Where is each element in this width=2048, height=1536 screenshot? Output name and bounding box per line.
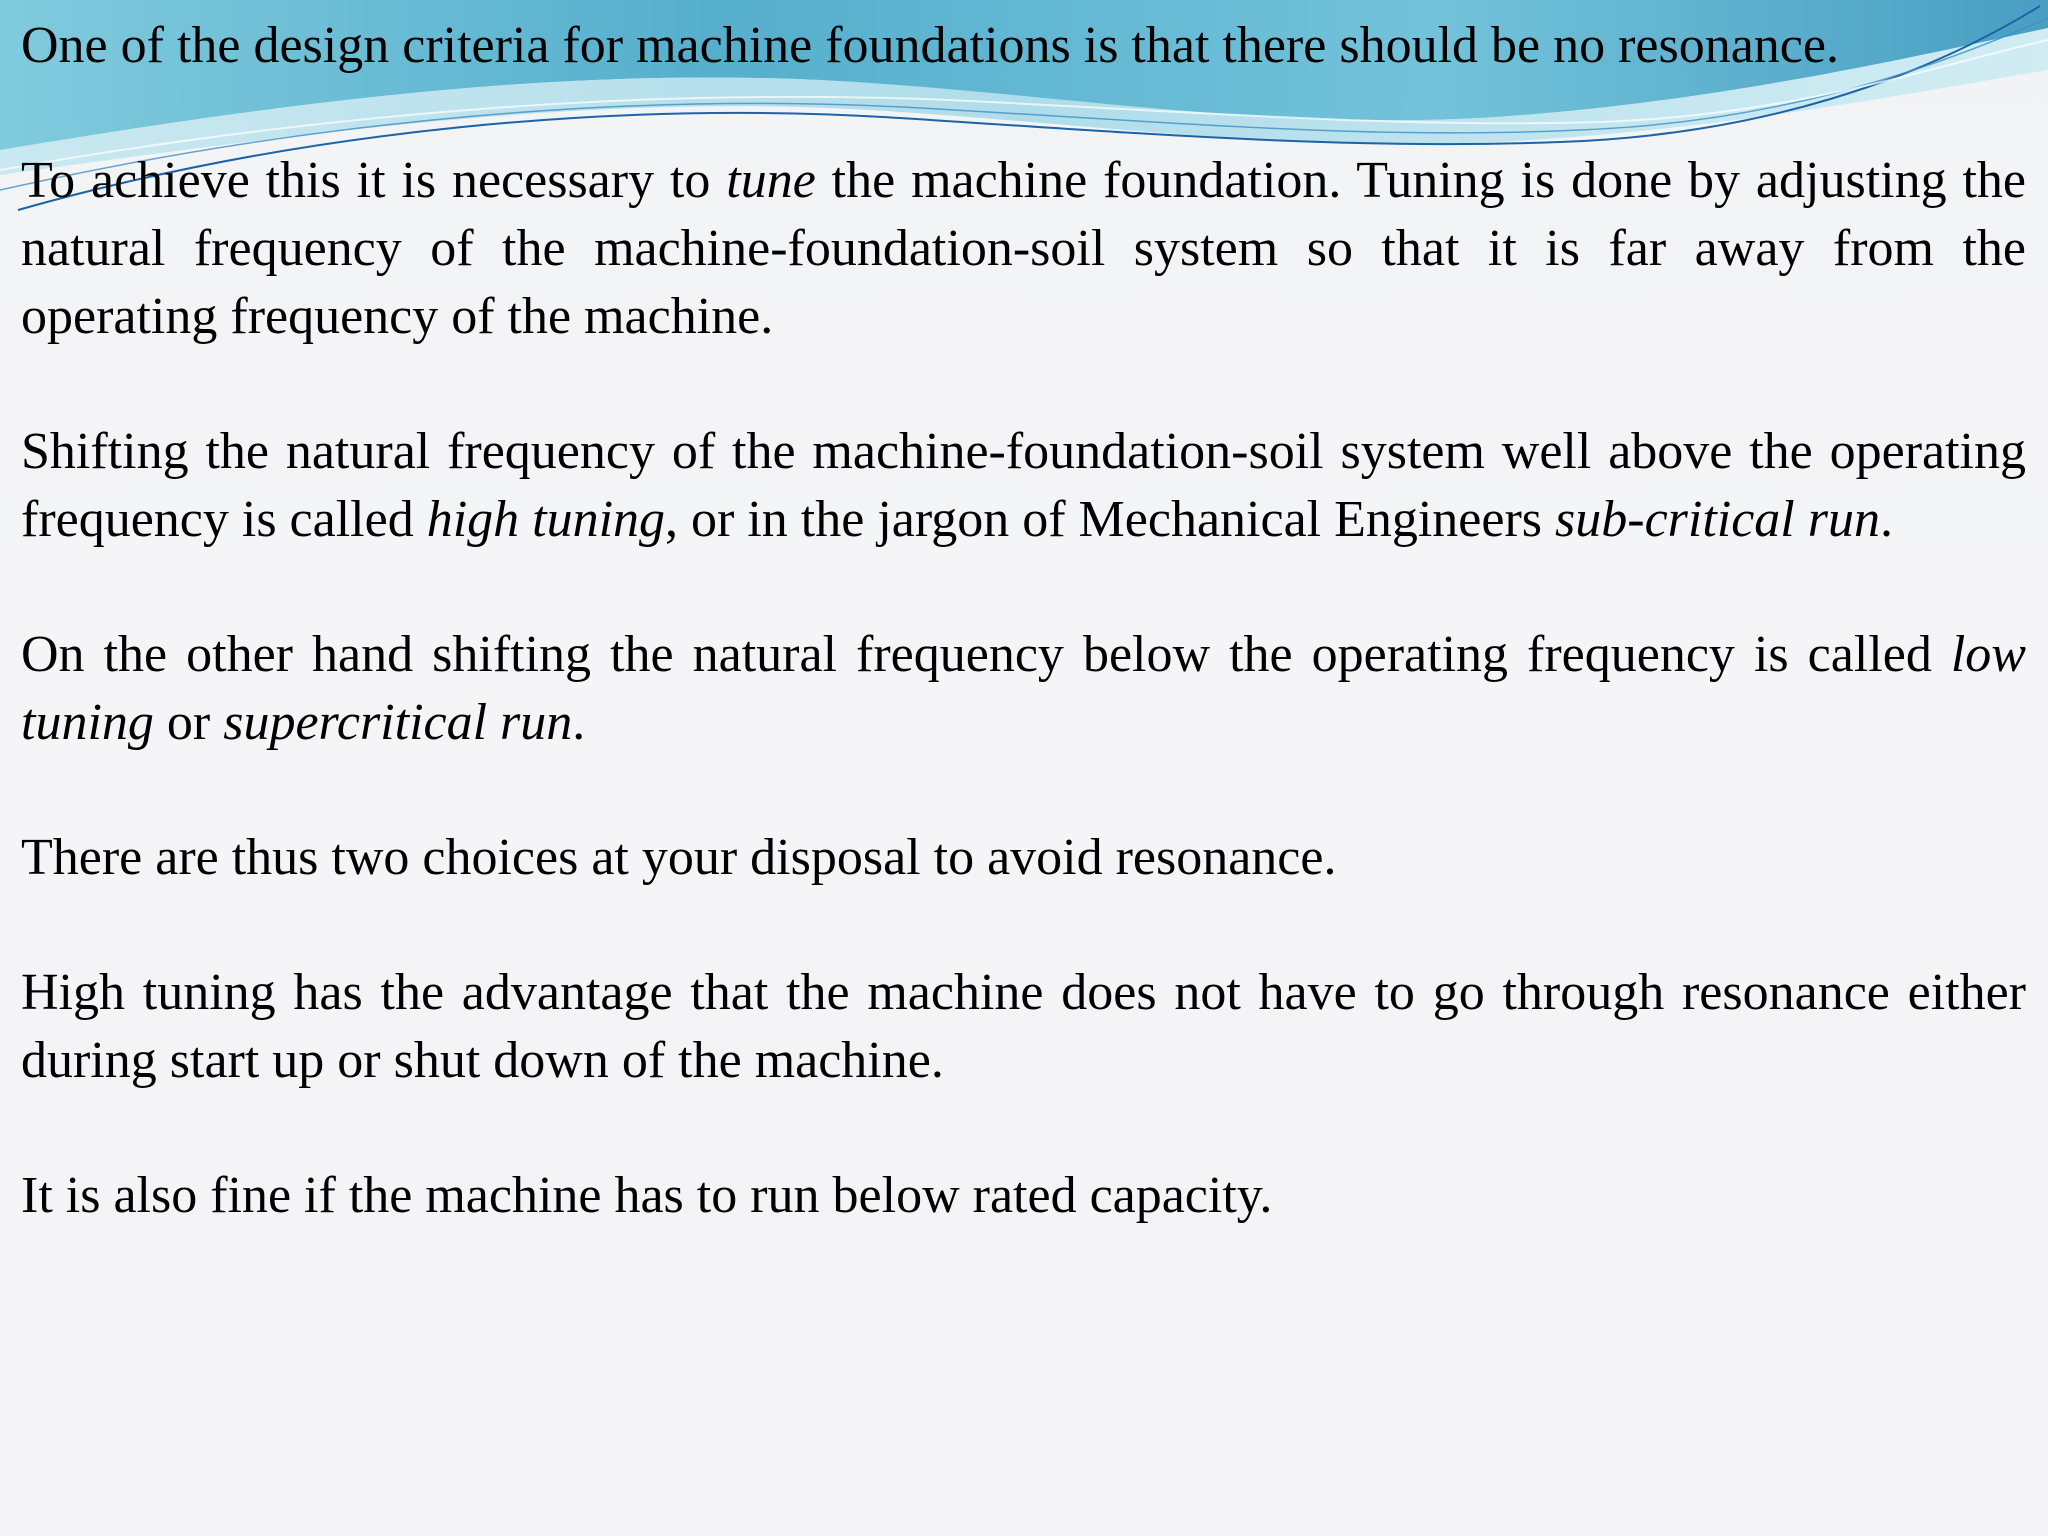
paragraph-text: , or in the jargon of Mechanical Engineers — [665, 491, 1556, 548]
paragraph-text: . — [1880, 491, 1893, 548]
paragraph-text: On the other hand shifting the natural frequency below the operating frequency is called — [21, 626, 1951, 683]
italic-term-sub-critical-run: sub-critical run — [1555, 491, 1880, 548]
paragraph-resonance-criterion — [21, 12, 2026, 80]
paragraph-text: . — [572, 694, 586, 751]
italic-term-high-tuning: high tuning — [426, 491, 666, 548]
paragraph-high-tuning-advantage — [21, 959, 2026, 1095]
paragraph-low-tuning — [21, 621, 2026, 757]
paragraph-text: or — [153, 694, 224, 751]
italic-term-supercritical-run: supercritical run — [223, 694, 573, 751]
paragraph-text: There are thus two choices at your disposal to avoid resonance. — [21, 829, 1337, 886]
italic-term-low-tuning: low tuning — [21, 626, 2026, 751]
italic-term-tune: tune — [726, 152, 816, 209]
paragraph-text: One of the design criteria for machine foundations is that there should be no resonance. — [21, 17, 1839, 74]
paragraph-below-capacity — [21, 1162, 2026, 1230]
paragraph-two-choices — [21, 824, 2026, 892]
paragraph-text: High tuning has the advantage that the machine does not have to go through resonance either during start up or shut down of the machine. — [21, 964, 2026, 1089]
slide-body — [21, 12, 2026, 1297]
paragraph-text: the machine foundation. Tuning is done by adjusting the natural frequency of the machine-foundation-soil system so that it is far away from the operating frequency of the machine. — [21, 152, 2026, 345]
paragraph-text: To achieve this it is necessary to — [21, 152, 727, 209]
paragraph-text: Shifting the natural frequency of the machine-foundation-soil system well above the operating frequency is called — [21, 423, 2026, 548]
paragraph-high-tuning — [21, 418, 2026, 554]
paragraph-text: It is also fine if the machine has to run below rated capacity. — [21, 1167, 1273, 1224]
paragraph-tuning — [21, 147, 2026, 351]
